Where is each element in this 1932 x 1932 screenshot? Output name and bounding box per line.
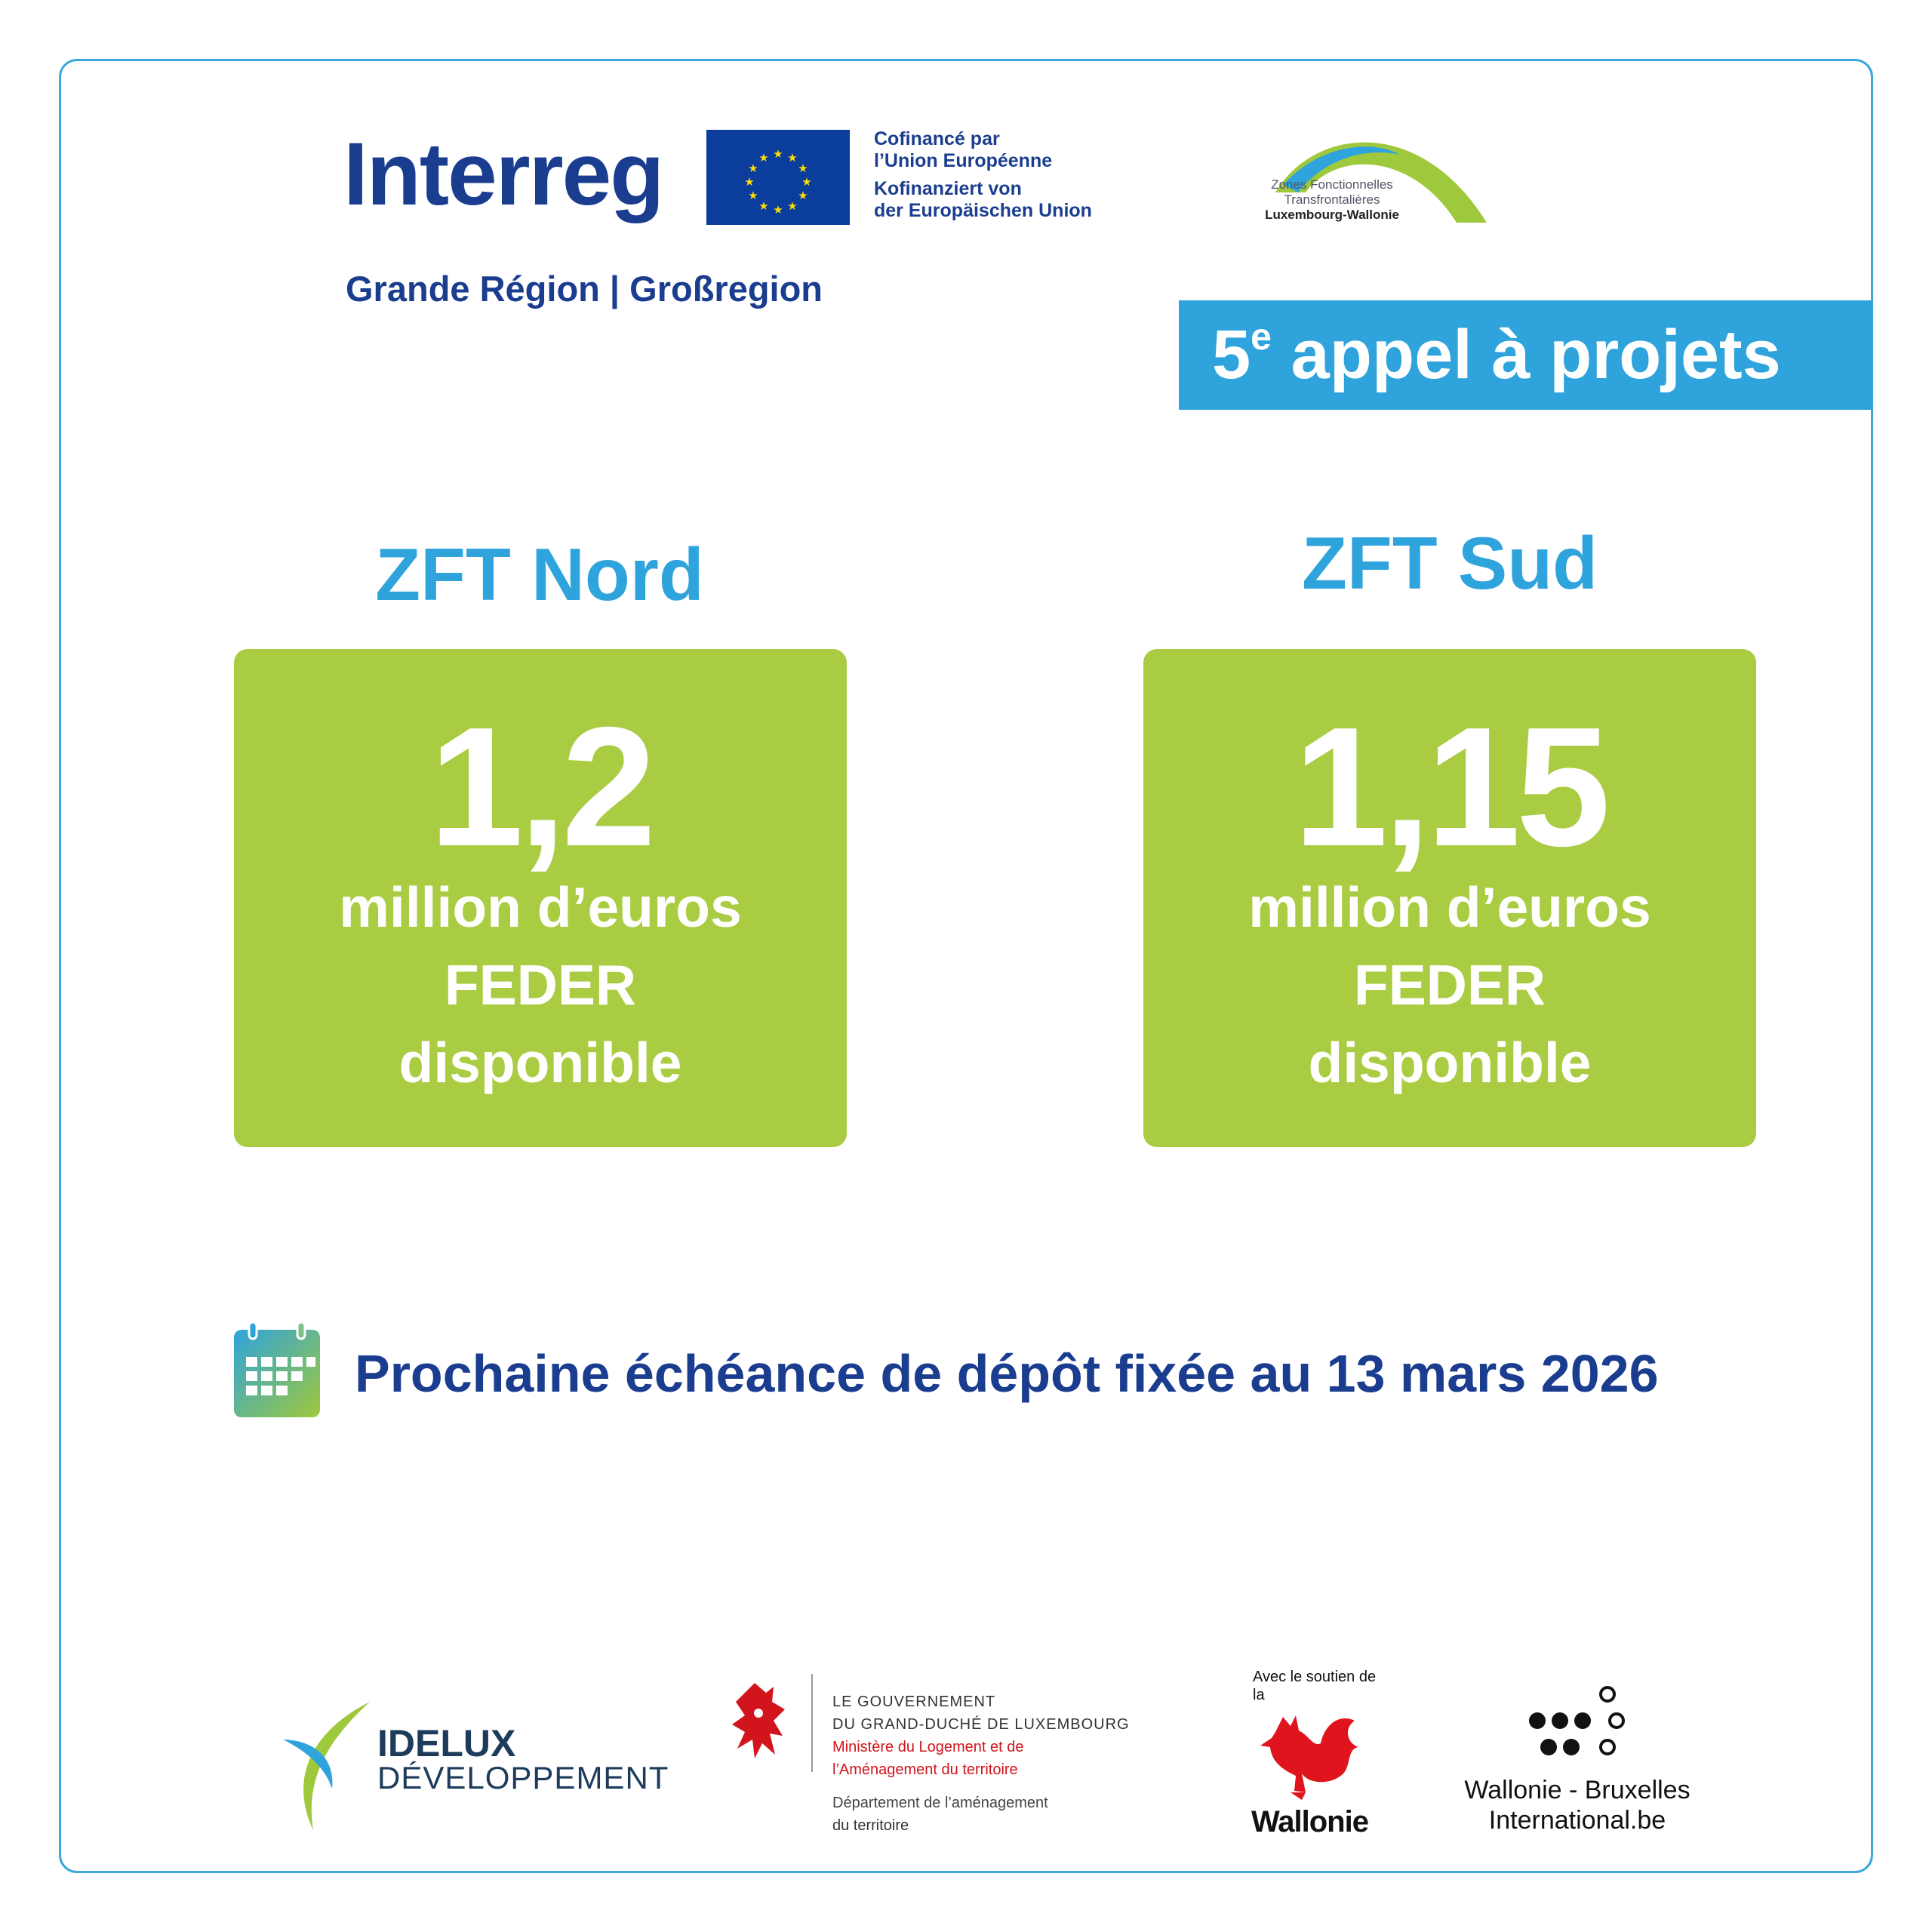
svg-text:★: ★ [773, 147, 783, 161]
zft-logo-text: Zones Fonctionnelles Transfrontalières Luxembourg-Wallonie [1265, 177, 1399, 222]
zone-sud-title: ZFT Sud [1302, 521, 1598, 605]
zone-nord-fund: FEDER [444, 953, 637, 1017]
zone-sud-amount: 1,15 [1294, 691, 1606, 881]
zone-sud-fund: FEDER [1353, 953, 1546, 1017]
gov-divider [811, 1674, 813, 1772]
call-banner: 5e appel à projets [1179, 300, 1873, 410]
svg-text:★: ★ [758, 151, 769, 165]
svg-text:★: ★ [744, 175, 755, 189]
svg-text:★: ★ [787, 199, 798, 213]
calendar-icon [232, 1321, 321, 1419]
svg-text:★: ★ [798, 162, 808, 175]
gov-text: LE GOUVERNEMENT DU GRAND-DUCHÉ DE LUXEMBOURG Ministère du Logement et de l’Aménagement du territoire Département de l’aménagement du territoire [832, 1694, 1130, 1834]
wbi-dots-icon [1524, 1683, 1638, 1766]
zone-nord-status: disponible [398, 1031, 682, 1094]
svg-text:★: ★ [748, 189, 758, 202]
eu-flag-icon [706, 130, 850, 225]
wallonie-name: Wallonie [1251, 1805, 1368, 1838]
luxembourg-lion-icon [728, 1679, 796, 1762]
zone-sud-status: disponible [1308, 1031, 1592, 1094]
idelux-subtitle: DÉVELOPPEMENT [377, 1760, 669, 1795]
idelux-swoosh-icon [279, 1698, 377, 1834]
wallonie-rooster-icon [1249, 1702, 1370, 1807]
eu-cofinancing-text: Cofinancé par l’Union Européenne Kofinanziert von der Europäischen Union [874, 128, 1092, 221]
zone-nord-amount: 1,2 [429, 691, 652, 881]
svg-text:★: ★ [798, 189, 808, 202]
zone-nord-box [234, 649, 847, 1147]
idelux-title: IDELUX [377, 1722, 516, 1764]
wallonie-support-text: Avec le soutien de la [1253, 1669, 1377, 1703]
zone-sud-unit: million d’euros [1248, 875, 1651, 939]
svg-text:★: ★ [801, 175, 812, 189]
svg-text:★: ★ [748, 162, 758, 175]
svg-text:★: ★ [758, 199, 769, 213]
deadline-text: Prochaine échéance de dépôt fixée au 13 mars 2026 [355, 1344, 1659, 1403]
svg-text:★: ★ [773, 203, 783, 217]
interreg-subtitle: Grande Région | Großregion [346, 269, 823, 309]
zone-nord-title: ZFT Nord [375, 533, 704, 616]
svg-text:★: ★ [787, 151, 798, 165]
wbi-text: Wallonie - Bruxelles International.be [1464, 1776, 1690, 1835]
zone-sud-box [1143, 649, 1756, 1147]
interreg-logo: Interreg [343, 125, 663, 224]
zone-nord-unit: million d’euros [339, 875, 742, 939]
